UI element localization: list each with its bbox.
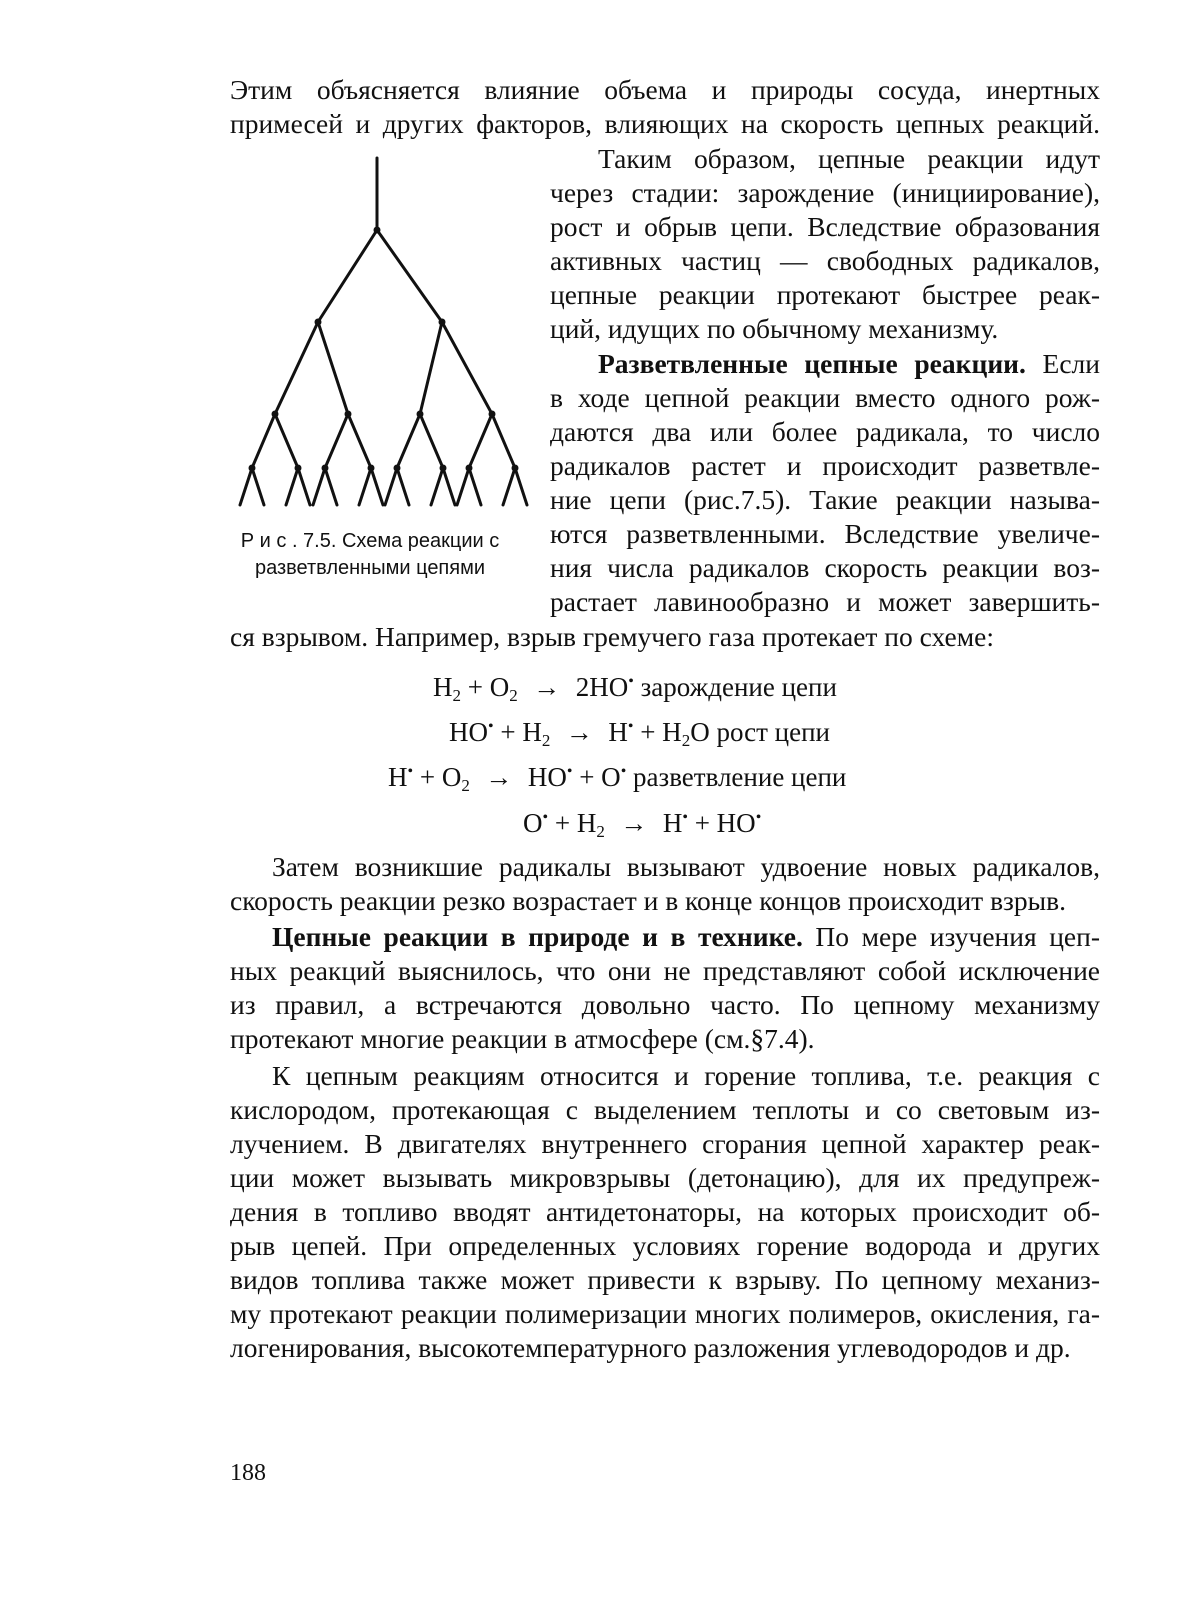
paragraph-stages-line-5: цепные реакции протекают быстрее реак- xyxy=(550,279,1100,310)
page-number: 188 xyxy=(230,1460,266,1486)
paragraph-fuel-line-8: му протекают реакции полимеризации многих полимеров, окисления, га- xyxy=(230,1298,1100,1329)
paragraph-branched-line-1-rest: Если xyxy=(1042,348,1100,379)
arrow-icon: → xyxy=(533,672,561,702)
paragraph-branched-line-3: даются два или более радикала, то число xyxy=(550,416,1100,447)
paragraph-top-line-2: примесей и других факторов, влияющих на скорость цепных реакций. xyxy=(230,108,1100,139)
figure-caption-line-1: Р и с . 7.5. Схема реакции с xyxy=(240,530,500,552)
paragraph-fuel-line-2: кислородом, протекающая с выделением теплоты и со световым из- xyxy=(230,1094,1100,1125)
tree-node xyxy=(322,465,329,472)
equation-propagation: $HO^• + H_2 \to H^• + H_2O$ рост цепи xyxy=(449,717,830,750)
paragraph-fuel-line-4: ции может вызывать микровзрывы (детонацию), для их предупреж- xyxy=(230,1162,1100,1193)
tree-leaf xyxy=(240,468,252,505)
tree-node xyxy=(512,465,519,472)
tree-leaf xyxy=(397,468,409,505)
paragraph-stages-line-1: Таким образом, цепные реакции идут xyxy=(598,143,1100,174)
tree-branch xyxy=(318,230,377,322)
paragraph-nature-line-2: ных реакций выяснилось, что они не представляют собой исключение xyxy=(230,955,1100,986)
tree-leaf xyxy=(503,468,515,505)
tree-node xyxy=(439,319,446,326)
tree-leaf xyxy=(371,468,383,505)
paragraph-then-line-1: Затем возникшие радикалы вызывают удвоение новых радикалов, xyxy=(272,851,1100,882)
paragraph-branched-line-8: растает лавинообразно и может завершить- xyxy=(550,586,1100,617)
paragraph-branched-line-2: в ходе цепной реакции вместо одного рож- xyxy=(550,382,1100,413)
paragraph-then-line-2: скорость реакции резко возрастает и в конце концов происходит взрыв. xyxy=(230,885,1067,916)
paragraph-fuel-line-3: лучением. В двигателях внутреннего сгорания цепной характер реак- xyxy=(230,1128,1100,1159)
tree-branch xyxy=(397,414,420,468)
tree-leaf xyxy=(443,468,455,505)
equation-branching: $H^• + O_2 \to HO^• + O^•$ разветвление цепи xyxy=(388,762,847,795)
tree-leaf xyxy=(359,468,371,505)
paragraph-stages-line-4: активных частиц — свободных радикалов, xyxy=(550,245,1100,276)
paragraph-fuel-line-1: К цепным реакциям относится и горение топлива, т.е. реакция с xyxy=(272,1060,1100,1091)
paragraph-branched-line-6: ются разветвленными. Вследствие увеличе- xyxy=(550,518,1100,549)
tree-branch xyxy=(469,414,492,468)
tree-leaf xyxy=(385,468,397,505)
tree-node xyxy=(345,411,352,418)
tree-node xyxy=(368,465,375,472)
paragraph-branched-line-5: ние цепи (рис.7.5). Такие реакции называ- xyxy=(550,484,1100,515)
tree-leaf xyxy=(469,468,481,505)
tree-node xyxy=(374,227,381,234)
paragraph-branched-line-7: ния числа радикалов скорость реакции воз- xyxy=(550,552,1100,583)
tree-branch xyxy=(420,322,442,414)
tree-branch xyxy=(377,230,442,322)
paragraph-top-line-1: Этим объясняется влияние объема и природы сосуда, инертных xyxy=(230,74,1100,105)
paragraph-branched-line-1 xyxy=(598,347,1100,381)
tree-node xyxy=(295,465,302,472)
equation-initiation: $H_2 + O_2 \to 2HO^•$ зарождение цепи xyxy=(433,672,837,705)
tree-branch xyxy=(325,414,348,468)
tree-branch xyxy=(442,322,492,414)
tree-leaf xyxy=(286,468,298,505)
tree-node xyxy=(272,411,279,418)
tree-branch xyxy=(318,322,348,414)
tree-node xyxy=(489,411,496,418)
paragraph-stages-line-6: ций, идущих по обычному механизму. xyxy=(550,313,999,344)
paragraph-branched-line-4: радикалов растет и происходит разветвле- xyxy=(550,450,1100,481)
tree-leaf xyxy=(431,468,443,505)
tree-node xyxy=(394,465,401,472)
paragraph-fuel-line-7: видов топлива также может привести к взрыву. По цепному механиз- xyxy=(230,1264,1100,1295)
tree-branch xyxy=(252,414,275,468)
tree-branch xyxy=(420,414,443,468)
tree-branch xyxy=(275,414,298,468)
paragraph-stages-line-3: рост и обрыв цепи. Вследствие образования xyxy=(550,211,1100,242)
tree-leaf xyxy=(313,468,325,505)
paragraph-nature-line-1 xyxy=(272,920,1100,954)
arrow-icon: → xyxy=(485,762,513,792)
heading-chain-reactions-nature: Цепные реакции в природе и в технике. xyxy=(272,921,803,952)
tree-node xyxy=(440,465,447,472)
tree-leaf xyxy=(515,468,527,505)
paragraph-fuel-line-6: рыв цепей. При определенных условиях горение водорода и других xyxy=(230,1230,1100,1261)
paragraph-nature-line-4: протекают многие реакции в атмосфере (см.§7.4). xyxy=(230,1023,815,1054)
heading-branched-chain-reactions: Разветвленные цепные реакции. xyxy=(598,348,1026,379)
paragraph-stages-line-2: через стадии: зарождение (инициирование), xyxy=(550,177,1100,208)
tree-node xyxy=(315,319,322,326)
tree-branch xyxy=(492,414,515,468)
arrow-icon: → xyxy=(565,717,593,747)
tree-leaf xyxy=(298,468,310,505)
paragraph-fuel-line-9: логенирования, высокотемпературного разложения углеводородов и др. xyxy=(230,1332,1071,1363)
paragraph-fuel-line-5: дения в топливо вводят антидетонаторы, на которых происходит об- xyxy=(230,1196,1100,1227)
paragraph-nature-line-3: из правил, а встречаются довольно часто. По цепному механизму xyxy=(230,989,1100,1020)
tree-branch xyxy=(275,322,318,414)
tree-node xyxy=(249,465,256,472)
paragraph-nature-line-1-rest: По мере изучения цеп- xyxy=(802,921,1100,952)
tree-leaf xyxy=(252,468,264,505)
tree-leaf xyxy=(325,468,337,505)
figure-caption-line-2: разветвленными цепями xyxy=(254,557,486,579)
tree-leaf xyxy=(457,468,469,505)
arrow-icon: → xyxy=(620,808,648,838)
tree-branch xyxy=(348,414,371,468)
equation-chain-step: $O^• + H_2 \to H^• + HO^•$ xyxy=(523,808,762,841)
paragraph-branched-line-9: ся взрывом. Например, взрыв гремучего газа протекает по схеме: xyxy=(230,621,995,652)
tree-node xyxy=(466,465,473,472)
tree-node xyxy=(417,411,424,418)
